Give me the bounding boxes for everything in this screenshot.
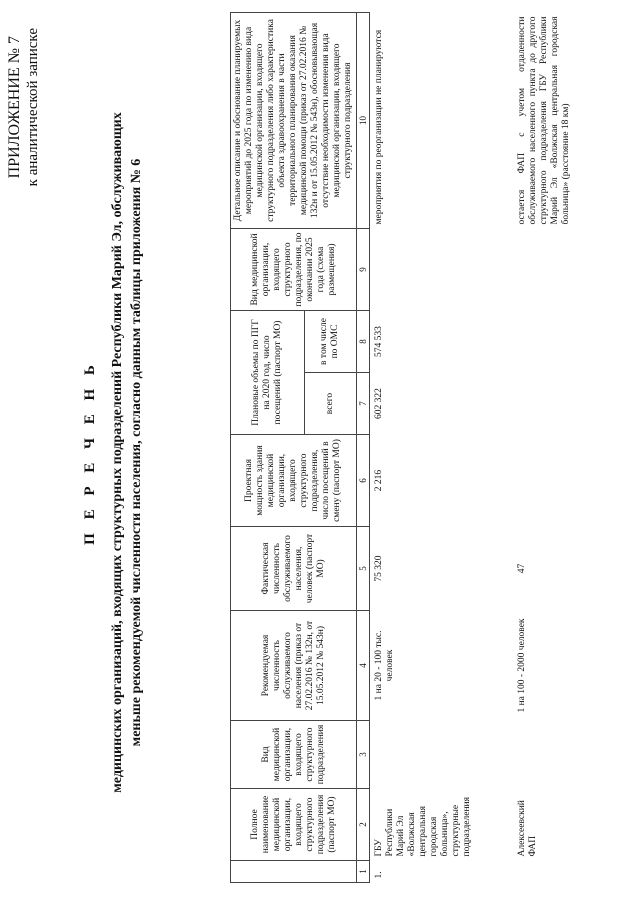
header-type: Вид медицинской организации, входящего структурного подразделения <box>231 721 357 789</box>
measures-description: мероприятия по реорганизации не планируются <box>374 29 384 225</box>
col-number: 4 <box>357 611 370 721</box>
column-number-row <box>357 12 370 882</box>
plan-oms: 574 533 <box>374 326 384 357</box>
type-2025 <box>370 228 478 310</box>
row-number <box>477 861 576 883</box>
title-line-2: меньше рекомендуемой численности населения, согласно данным таблицы приложения № 6 <box>129 158 144 747</box>
document-title <box>108 0 146 905</box>
recommended-population: 1 на 20 - 100 тыс. человек <box>374 630 395 701</box>
header-plan-total: всего <box>304 373 356 435</box>
header-description: Детальное описание и обоснование планируемых мероприятий до 2025 года по изменению вида медицинской организации, входящего структурного подразделения либо характеристика объекта здравоохранения в части территориального планирования оказания медицинской помощи (приказ от 27.02.2016 № 132н и от 15.05.2012 № 543н), обосновывающая отсутствие необходимости изменения вида медицинской организации, входящего структурного подразделения <box>231 12 357 228</box>
org-type <box>477 721 576 789</box>
header-capacity: Проектная мощность здания медицинской организации, входящего структурного подразделения, число посещений в смену (паспорт МО) <box>231 435 357 527</box>
col-number: 5 <box>357 527 370 611</box>
annex-subtitle: к аналитической записке <box>25 28 41 187</box>
institutions-table <box>230 12 576 883</box>
header-plan: Плановые объемы по ПГГ на 2020 год, число посещений (паспорт МО) <box>231 310 305 434</box>
actual-population: 47 <box>517 563 527 574</box>
annex-header <box>6 28 42 186</box>
header-type-2025: Вид медицинской организации, входящего структурного подразделения, по окончании 2025 года (схема размещения) <box>231 228 357 310</box>
recommended-population: 1 на 100 - 2000 человек <box>517 618 527 713</box>
col-number: 1 <box>357 861 370 883</box>
col-number: 7 <box>357 373 370 435</box>
annex-number: ПРИЛОЖЕНИЕ № 7 <box>6 36 23 179</box>
document-heading: П Е Р Е Ч Е Н Ь <box>82 360 98 545</box>
header-col-1 <box>231 861 357 883</box>
plan-total <box>477 373 576 435</box>
col-number: 9 <box>357 228 370 310</box>
org-name: ГБУ Республики Марий Эл «Волжская центральная городская больница», структурные подразделения <box>374 797 472 857</box>
org-type <box>370 721 478 789</box>
col-number: 10 <box>357 12 370 228</box>
header-name: Полное наименование медицинской организации, входящего структурного подразделения (паспорт МО) <box>231 789 357 861</box>
design-capacity: 2 216 <box>374 469 384 492</box>
plan-oms <box>477 310 576 372</box>
table-row <box>370 12 478 882</box>
design-capacity <box>477 435 576 527</box>
col-number: 8 <box>357 310 370 372</box>
row-number: 1. <box>374 871 384 879</box>
header-actual: Фактическая численность обслуживаемого населения, человек (паспорт МО) <box>231 527 357 611</box>
header-recommended: Рекомендуемая численность обслуживаемого населения (приказ от 27.02.2016 № 132н, от 15.05.2012 № 543н) <box>231 611 357 721</box>
type-2025 <box>477 228 576 310</box>
col-number: 2 <box>357 789 370 861</box>
measures-description: остается ФАП с учетом отдаленности обслуживаемого населенного пункта до другого структурного подразделения ГБУ Республики Марий Эл «Волжская центральная городская больница» (расстояние 18 км) <box>517 16 571 225</box>
table-row <box>477 12 576 882</box>
title-line-1: медицинских организаций, входящих структурных подразделений Республики Марий Эл, обслуживающих <box>110 112 125 793</box>
header-plan-oms: в том числе по ОМС <box>304 310 356 372</box>
org-name: Алексеевский ФАП <box>517 800 538 857</box>
plan-total: 602 322 <box>374 388 384 419</box>
col-number: 3 <box>357 721 370 789</box>
actual-population: 75 320 <box>374 555 384 582</box>
col-number: 6 <box>357 435 370 527</box>
